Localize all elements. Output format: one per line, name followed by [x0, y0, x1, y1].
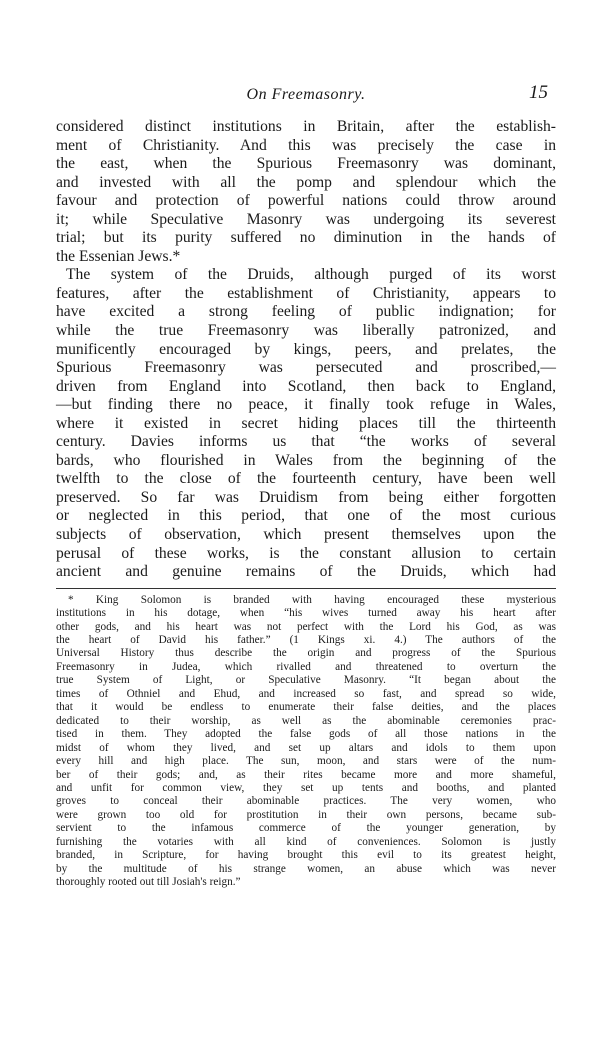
- page-number: 15: [529, 82, 548, 103]
- body-line: the Essenian Jews.*: [56, 247, 181, 265]
- footnote-line: furnishing the votaries with all kind of conveniences. Solomon is justly: [56, 835, 556, 848]
- body-line: considered distinct institutions in Britain, after the establish-: [56, 118, 556, 135]
- body-line: ancient and genuine remains of the Druids, which had: [56, 563, 556, 581]
- body-line: trial; but its purity suffered no diminution in the hands of: [56, 229, 556, 247]
- body-line: munificently encouraged by kings, peers, and prelates, the: [56, 340, 556, 358]
- body-line: driven from England into Scotland, then back to England,: [56, 377, 556, 395]
- book-page: [56, 80, 556, 890]
- body-line: bards, who flourished in Wales from the beginning of the: [56, 451, 556, 469]
- footnote-line: institutions in his dotage, when “his wives turned away his heart after: [56, 607, 556, 620]
- body-line: century. Davies informs us that “the works of several: [56, 433, 556, 451]
- footnote-line: dedicated to their worship, as well as the abominable ceremonies prac-: [56, 714, 556, 727]
- footnote-line: thoroughly rooted out till Josiah's reign.”: [56, 876, 241, 889]
- footnote-line: branded, in Scripture, for having brought this evil to its greatest height,: [56, 849, 556, 862]
- body-line: twelfth to the close of the fourteenth century, have been well: [56, 470, 556, 488]
- body-line: preserved. So far was Druidism from being either forgotten: [56, 488, 556, 506]
- body-line: Spurious Freemasonry was persecuted and proscribed,—: [56, 359, 556, 377]
- footnote-line: midst of whom they lived, and set up altars and idols to them upon: [56, 741, 556, 754]
- body-line: it; while Speculative Masonry was undergoing its severest: [56, 210, 556, 228]
- body-line: favour and protection of powerful nations could throw around: [56, 192, 556, 210]
- body-line: and invested with all the pomp and splendour which the: [56, 173, 556, 191]
- footnote-line: that it would be endless to enumerate their false deities, and the places: [56, 701, 556, 714]
- footnote-line: true System of Light, or Speculative Masonry. “It began about the: [56, 674, 556, 687]
- footnote-line: every hill and high place. The sun, moon, and stars were of the num-: [56, 755, 556, 768]
- body-line: The system of the Druids, although purged of its worst: [66, 266, 556, 284]
- body-line: where it existed in secret hiding places till the thirteenth: [56, 414, 556, 432]
- footnote: [56, 594, 556, 890]
- footnote-line: servient to the infamous commerce of the younger generation, by: [56, 822, 556, 835]
- footnote-line: were grown too old for prostitution in their own persons, became sub-: [56, 808, 556, 821]
- body-line: perusal of these works, is the constant allusion to certain: [56, 544, 556, 562]
- footnote-line: * King Solomon is branded with having encouraged these mysterious: [68, 593, 556, 606]
- footnote-line: by the multitude of his strange women, an abuse which was never: [56, 862, 556, 875]
- footnote-divider: [56, 588, 556, 589]
- body-line: —but finding there no peace, it finally took refuge in Wales,: [56, 396, 556, 414]
- footnote-line: other gods, and his heart was not perfect with the Lord his God, as was: [56, 620, 556, 633]
- footnote-line: ber of their gods; and, as their rites became more and more shameful,: [56, 768, 556, 781]
- footnote-line: times of Othniel and Ehud, and increased so fast, and spread so wide,: [56, 687, 556, 700]
- footnote-line: and unfit for common view, they set up tents and booths, and planted: [56, 782, 556, 795]
- footnote-line: tised in them. They adopted the false gods of all those nations in the: [56, 728, 556, 741]
- footnote-line: the heart of David his father.” (1 Kings xi. 4.) The authors of the: [56, 634, 556, 647]
- body-line: or neglected in this period, that one of the most curious: [56, 507, 556, 525]
- body-line: ment of Christianity. And this was precisely the case in: [56, 136, 556, 154]
- footnote-line: Freemasonry in Judea, which rivalled and threatened to overturn the: [56, 660, 556, 673]
- footnote-line: Universal History thus describe the origin and progress of the Spurious: [56, 647, 556, 660]
- running-head: [56, 80, 556, 106]
- body-text: [56, 118, 556, 582]
- body-line: while the true Freemasonry was liberally patronized, and: [56, 322, 556, 340]
- footnote-line: groves to conceal their abominable practices. The very women, who: [56, 795, 556, 808]
- body-line: have excited a strong feeling of public indignation; for: [56, 303, 556, 321]
- running-title: On Freemasonry.: [246, 86, 366, 103]
- body-line: subjects of observation, which present themselves upon the: [56, 526, 556, 544]
- body-line: the east, when the Spurious Freemasonry was dominant,: [56, 155, 556, 173]
- body-line: features, after the establishment of Christianity, appears to: [56, 284, 556, 302]
